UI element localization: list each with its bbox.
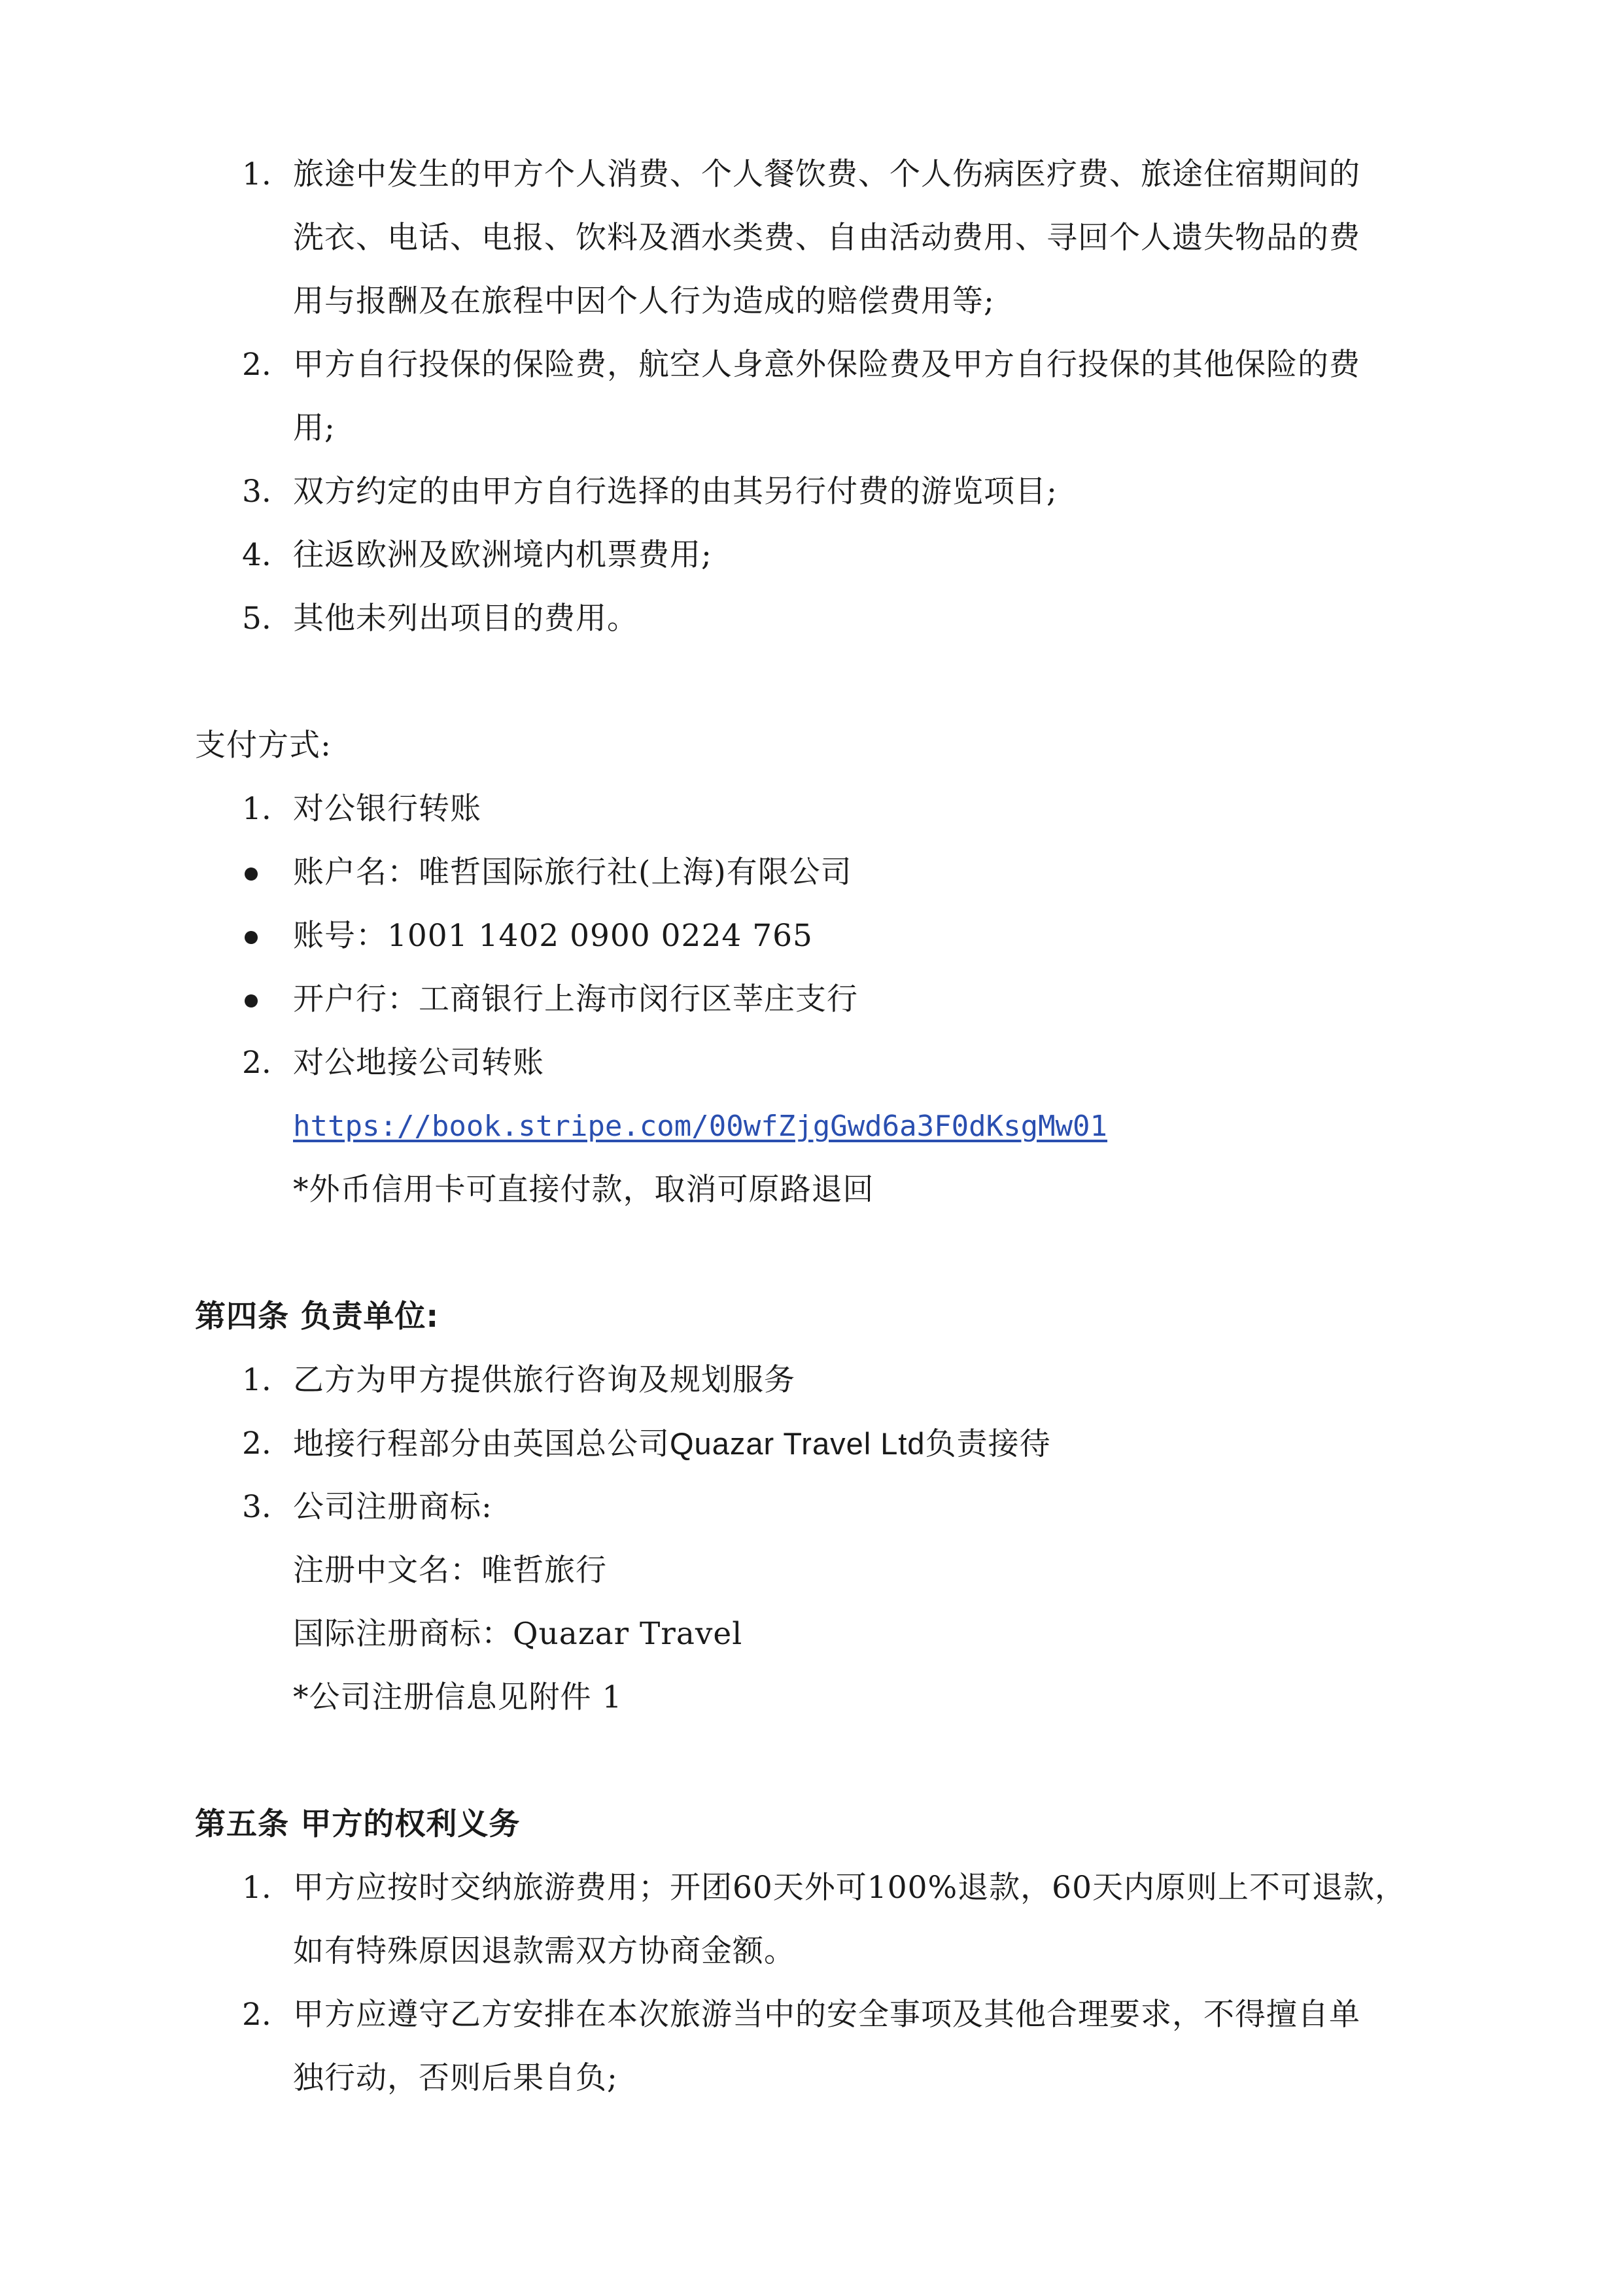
list-item-text: 用与报酬及在旅程中因个人行为造成的赔偿费用等; bbox=[293, 283, 995, 319]
section-5-heading: 第五条 甲方的权利义务 bbox=[195, 1806, 521, 1842]
section-4-heading: 第四条 负责单位: bbox=[195, 1299, 440, 1335]
account-number: 账号：1001 1402 0900 0224 765 bbox=[293, 918, 813, 954]
list-number: 1. bbox=[242, 1870, 271, 1906]
list-item-text: 往返欧洲及欧洲境内机票费用; bbox=[293, 537, 712, 573]
account-name: 账户名：唯哲国际旅行社(上海)有限公司 bbox=[293, 854, 852, 890]
stripe-payment-link[interactable]: https://book.stripe.com/00wfZjgGwd6a3F0dKsgMw01 bbox=[293, 1110, 1108, 1143]
bullet-icon bbox=[245, 867, 258, 881]
list-number: 3. bbox=[242, 474, 271, 510]
list-number: 1. bbox=[242, 156, 271, 192]
text-segment: 地接行程部分由英国总公司 bbox=[293, 1426, 670, 1462]
list-item-text: 双方约定的由甲方自行选择的由其另行付费的游览项目; bbox=[293, 474, 1058, 510]
trademark-note: *公司注册信息见附件 1 bbox=[293, 1679, 623, 1715]
list-item-text: 如有特殊原因退款需双方协商金额。 bbox=[293, 1933, 795, 1969]
list-item-text: 公司注册商标: bbox=[293, 1489, 492, 1525]
list-number: 2. bbox=[242, 1045, 271, 1081]
list-number: 1. bbox=[242, 1362, 271, 1398]
list-number: 2. bbox=[242, 1997, 271, 2033]
list-item-text: 甲方应按时交纳旅游费用；开团60天外可100%退款，60天内原则上不可退款， bbox=[293, 1870, 1406, 1906]
trademark-international: 国际注册商标：Quazar Travel bbox=[293, 1616, 743, 1652]
list-number: 2. bbox=[242, 347, 271, 383]
payment-title: 支付方式: bbox=[195, 727, 332, 763]
text-segment: 负责接待 bbox=[925, 1426, 1051, 1462]
payment-local-transfer: 对公地接公司转账 bbox=[293, 1045, 544, 1081]
opening-bank: 开户行：工商银行上海市闵行区莘庄支行 bbox=[293, 981, 858, 1017]
payment-bank-transfer: 对公银行转账 bbox=[293, 791, 481, 827]
company-name: Quazar Travel Ltd bbox=[670, 1426, 925, 1461]
list-item-text: 乙方为甲方提供旅行咨询及规划服务 bbox=[293, 1362, 795, 1398]
bullet-icon bbox=[245, 994, 258, 1007]
list-item-text: 旅途中发生的甲方个人消费、个人餐饮费、个人伤病医疗费、旅途住宿期间的 bbox=[293, 156, 1360, 192]
list-item-text: 甲方自行投保的保险费，航空人身意外保险费及甲方自行投保的其他保险的费 bbox=[293, 347, 1360, 383]
bullet-icon bbox=[245, 931, 258, 944]
payment-note: *外币信用卡可直接付款，取消可原路退回 bbox=[293, 1172, 874, 1208]
trademark-chinese-name: 注册中文名：唯哲旅行 bbox=[293, 1552, 607, 1588]
list-item-text: 甲方应遵守乙方安排在本次旅游当中的安全事项及其他合理要求，不得擅自单 bbox=[293, 1997, 1360, 2033]
list-item-text: 独行动，否则后果自负; bbox=[293, 2060, 618, 2096]
list-item-text: 用; bbox=[293, 410, 336, 446]
list-number: 1. bbox=[242, 791, 271, 827]
list-item-text: 洗衣、电话、电报、饮料及酒水类费、自由活动费用、寻回个人遗失物品的费 bbox=[293, 220, 1360, 256]
list-item-text: 其他未列出项目的费用。 bbox=[293, 601, 638, 637]
list-number: 2. bbox=[242, 1426, 271, 1462]
list-number: 5. bbox=[242, 601, 271, 637]
list-number: 3. bbox=[242, 1489, 271, 1525]
list-item-text bbox=[293, 1424, 1051, 1464]
list-number: 4. bbox=[242, 537, 271, 573]
